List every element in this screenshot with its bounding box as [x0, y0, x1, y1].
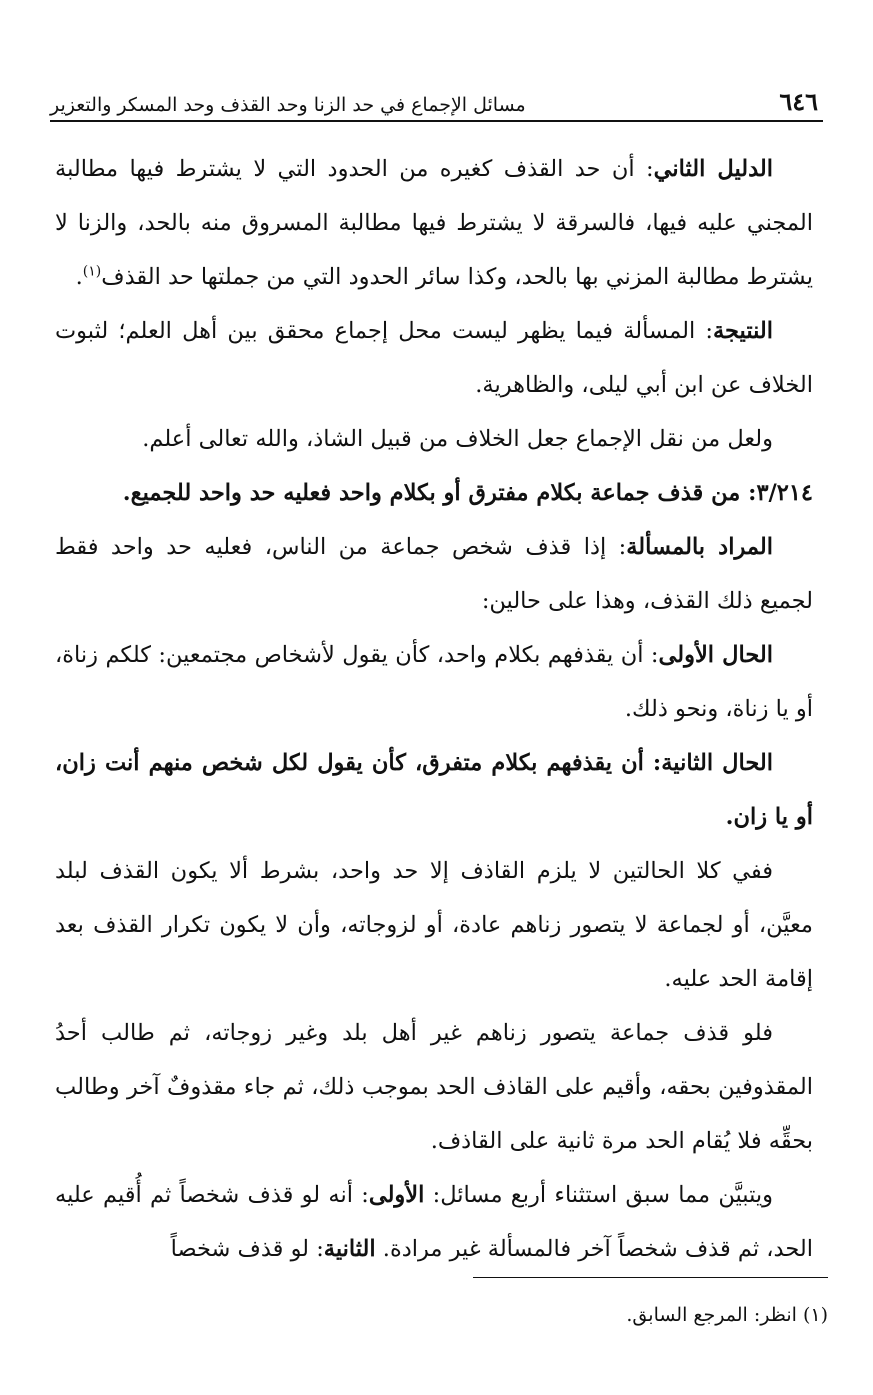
paragraph-text: : أن يقذفهم بكلام متفرق، كأن يقول لكل شخص منهم أنت زان، أو يا زان.: [55, 750, 813, 830]
header-rule: [50, 120, 823, 122]
paragraph-lead: المراد بالمسألة: [626, 534, 773, 560]
paragraph-note: [55, 412, 813, 466]
paragraph-result: [55, 304, 813, 412]
paragraph-text: : لو قذف شخصاً: [170, 1236, 324, 1262]
paragraph-text: فلو قذف جماعة يتصور زناهم غير أهل بلد وغير زوجاته، ثم طالب أحدُ المقذوفين بحقه، وأقيم على القاذف الحد بموجب ذلك، ثم جاء مقذوفٌ آخر وطالب بحقِّه فلا يُقام الحد مرة ثانية على القاذف.: [55, 1020, 813, 1154]
paragraph-both-cases: [55, 844, 813, 1006]
footnote-marker: (١): [802, 1304, 828, 1326]
paragraph-lead: الحال الثانية: [661, 750, 773, 776]
paragraph-lead: الحال الأولى: [658, 642, 773, 668]
section-heading: ٣/٢١٤: من قذف جماعة بكلام مفترق أو بكلام واحد فعليه حد واحد للجميع.: [122, 480, 813, 506]
paragraph-meaning: [55, 520, 813, 628]
paragraph-lead: الدليل الثاني: [653, 156, 774, 182]
paragraph-second-evidence: [55, 142, 813, 304]
page-number: ٦٤٦: [779, 87, 818, 116]
paragraph-text: : أن حد القذف كغيره من الحدود التي لا يشترط فيها مطالبة المجني عليه فيها، فالسرقة لا يشترط فيها مطالبة المسروق منه بالحد، والزنا لا يشترط مطالبة المزني بها بالحد، وكذا سائر الحدود التي من جملتها حد القذف: [55, 156, 813, 290]
paragraph-lead: النتيجة: [712, 318, 773, 344]
footnote-rule: [473, 1277, 828, 1278]
paragraph-text: ويتبيَّن مما سبق استثناء أربع مسائل:: [424, 1182, 773, 1208]
paragraph-text: : أن يقذفهم بكلام واحد، كأن يقول لأشخاص مجتمعين: كلكم زناة، أو يا زناة، ونحو ذلك.: [55, 642, 813, 722]
footnote-reference[interactable]: (١): [82, 263, 102, 280]
running-head: مسائل الإجماع في حد الزنا وحد القذف وحد المسكر والتعزير: [50, 94, 526, 116]
paragraph-second-case: [55, 736, 813, 844]
paragraph-text: ففي كلا الحالتين لا يلزم القاذف إلا حد واحد، بشرط ألا يكون القذف لبلد معيَّن، أو لجماعة لا يتصور زناهم عادة، أو لزوجاته، وأن لا يكون تكرار القذف بعد إقامة الحد عليه.: [55, 858, 813, 992]
paragraph-first-case: [55, 628, 813, 736]
paragraph-text: : أنه لو قذف شخصاً ثم أُقيم عليه الحد، ثم قذف شخصاً آخر فالمسألة غير مرادة.: [55, 1182, 813, 1262]
footnote-text: انظر: المرجع السابق.: [626, 1304, 797, 1326]
paragraph-tail: .: [75, 264, 83, 290]
paragraph-example: [55, 1006, 813, 1168]
exception-label-second: الثانية: [323, 1236, 376, 1262]
paragraph-text: : إذا قذف شخص جماعة من الناس، فعليه حد واحد فقط لجميع ذلك القذف، وهذا على حالين:: [55, 534, 813, 614]
body-text: [55, 142, 813, 1276]
paragraph-exceptions: [55, 1168, 813, 1276]
page-header: [50, 78, 818, 116]
paragraph-text: ولعل من نقل الإجماع جعل الخلاف من قبيل الشاذ، والله تعالى أعلم.: [142, 426, 773, 452]
footnote: [60, 1300, 828, 1330]
exception-label-first: الأولى: [368, 1182, 425, 1208]
paragraph-text: : المسألة فيما يظهر ليست محل إجماع محقق بين أهل العلم؛ لثبوت الخلاف عن ابن أبي ليلى، والظاهرية.: [55, 318, 813, 398]
